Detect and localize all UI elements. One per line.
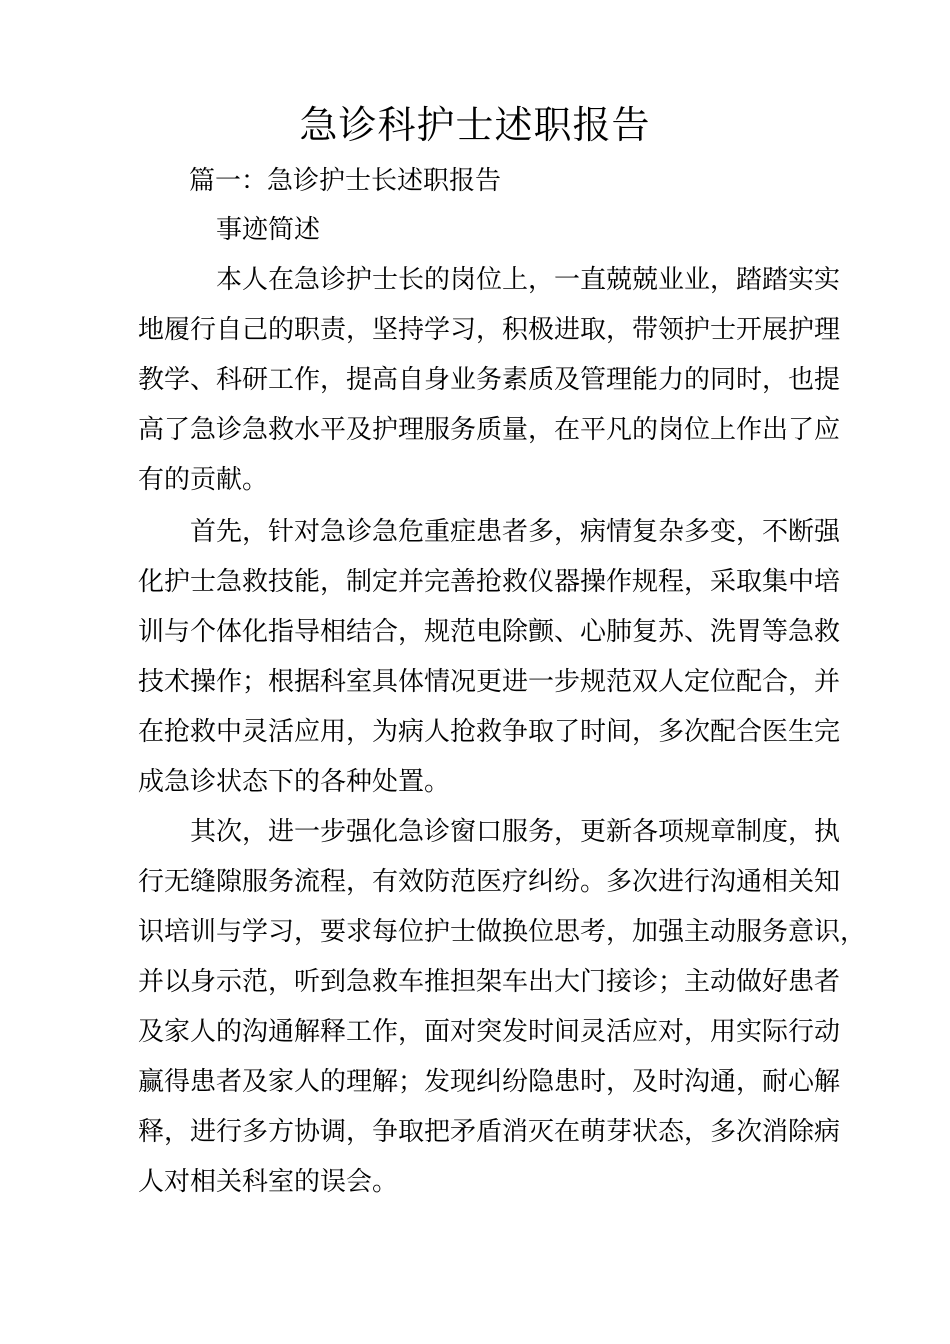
- paragraph-2: [138, 514, 841, 814]
- paragraph-line: 高了急诊急救水平及护理服务质量，在平凡的岗位上作出了应: [138, 415, 841, 445]
- paragraph-1: [138, 262, 841, 512]
- paragraph-line: 首先，针对急诊急危重症患者多，病情复杂多变，不断强: [190, 517, 841, 547]
- paragraph-line: 地履行自己的职责，坚持学习，积极进取，带领护士开展护理: [138, 315, 841, 345]
- paragraph-line: 及家人的沟通解释工作，面对突发时间灵活应对，用实际行动: [138, 1017, 841, 1047]
- paragraph-line: 识培训与学习，要求每位护士做换位思考，加强主动服务意识，: [138, 917, 867, 947]
- paragraph-line: 赢得患者及家人的理解；发现纠纷隐患时，及时沟通，耐心解: [138, 1067, 841, 1097]
- paragraph-line: 有的贡献。: [138, 465, 269, 495]
- paragraph-line: 释，进行多方协调，争取把矛盾消灭在萌芽状态，多次消除病: [138, 1117, 841, 1147]
- paragraph-line: 并以身示范，听到急救车推担架车出大门接诊；主动做好患者: [138, 967, 841, 997]
- paragraph-line: 技术操作；根据科室具体情况更进一步规范双人定位配合，并: [138, 667, 841, 697]
- paragraph-line: 其次，进一步强化急诊窗口服务，更新各项规章制度，执: [190, 817, 841, 847]
- paragraph-line: 成急诊状态下的各种处置。: [138, 767, 451, 797]
- paragraph-3: [138, 814, 867, 1214]
- paragraph-line: 训与个体化指导相结合，规范电除颤、心肺复苏、洗胃等急救: [138, 617, 841, 647]
- paragraph-line: 化护士急救技能，制定并完善抢救仪器操作规程，采取集中培: [138, 567, 841, 597]
- section-heading: 事迹简述: [216, 215, 321, 245]
- document-subtitle: 篇一：急诊护士长述职报告: [189, 166, 502, 196]
- paragraph-line: 教学、科研工作，提高自身业务素质及管理能力的同时，也提: [138, 365, 841, 395]
- paragraph-line: 人对相关科室的误会。: [138, 1167, 399, 1197]
- paragraph-line: 行无缝隙服务流程，有效防范医疗纠纷。多次进行沟通相关知: [138, 867, 841, 897]
- paragraph-line: 在抢救中灵活应用，为病人抢救争取了时间，多次配合医生完: [138, 717, 841, 747]
- document-title: 急诊科护士述职报告: [299, 103, 651, 147]
- paragraph-line: 本人在急诊护士长的岗位上，一直兢兢业业，踏踏实实: [216, 265, 841, 295]
